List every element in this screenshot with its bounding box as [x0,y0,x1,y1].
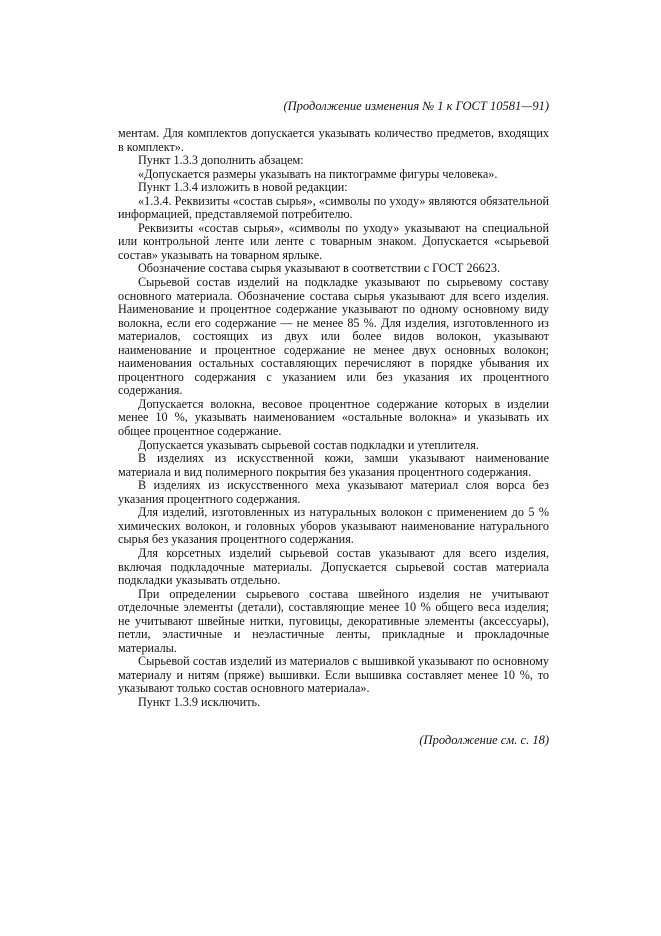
paragraph: Пункт 1.3.3 дополнить абзацем: [138,153,304,168]
paragraph: Реквизиты «состав сырья», «символы по уходу» указывают на специальной или контрольной ленте или ленте с товарным знаком. Допускается «сырьевой состав» указывать на товарном ярлыке. [118,220,549,262]
paragraph: Допускается волокна, весовое процентное содержание которых в изделии менее 10 %, указывать наименованием «остальные волокна» и указывать их общее процентное содержание. [118,396,549,439]
paragraph: «Допускается размеры указывать на пиктограмме фигуры человека». [138,166,498,181]
paragraph: Сырьевой состав изделий из материалов с вышивкой указывают по основному материалу и нитям (пряже) вышивки. Если вышивка составляет менее 10 %, то указывают только состав основного материала». [118,654,549,696]
paragraph: Для корсетных изделий сырьевой состав указывают для всего изделия, включая подкладочные материалы. Допускается сырьевой состав материала подкладки указывать отдельно. [118,545,549,588]
continuation-note: (Продолжение см. с. 18) [419,733,549,747]
paragraph: Пункт 1.3.9 исключить. [138,694,261,709]
running-header: (Продолжение изменения № 1 к ГОСТ 10581—91) [283,99,549,113]
paragraph: В изделиях из искусственного меха указывают материал слоя ворса без указания процентного содержания. [118,478,549,506]
paragraph: В изделиях из искусственной кожи, замши указывают наименование материала и вид полимерного покрытия без указания процентного содержания. [118,451,549,479]
paragraph: Для изделий, изготовленных из натуральных волокон с применением до 5 % химических волокон, и головных уборов указывают наименование натурального сырья без указания процентного содержания. [118,505,549,547]
paragraph: При определении сырьевого состава швейного изделия не учитывают отделочные элементы (детали), составляющие менее 10 % общего веса изделия; не учитывают швейные нитки, пуговицы, декоративные элементы (аксессуары), петли, эластичные и неэластичные ленты, прикладные и прокладочные материалы. [118,586,549,655]
body-text [118,127,549,710]
paragraph: ментам. Для комплектов допускается указывать количество предметов, входящих в комплект». [118,126,549,154]
paragraph: Сырьевой состав изделий на подкладке указывают по сырьевому составу основного материала. Обозначение состава сырья указывают для всего изделия. Наименование и процентное содержание указывают по одному основному виду волокна, если его содержание — не менее 85 %. Для изделия, изготовленного из материалов, состоящих из двух или более видов волокон, указывают наименование и процентное содержание не менее двух основных волокон; наименования остальных составляющих перечисляют в порядке убывания их процентного содержания с указанием или без указания их процентного содержания. [118,275,549,398]
paragraph: «1.3.4. Реквизиты «состав сырья», «символы по уходу» являются обязательной информацией, представляемой потребителю. [118,193,549,222]
paragraph: Обозначение состава сырья указывают в соответствии с ГОСТ 26623. [138,261,501,276]
paragraph: Пункт 1.3.4 изложить в новой редакции: [138,180,348,195]
paragraph: Допускается указывать сырьевой состав подкладки и утеплителя. [138,437,479,452]
